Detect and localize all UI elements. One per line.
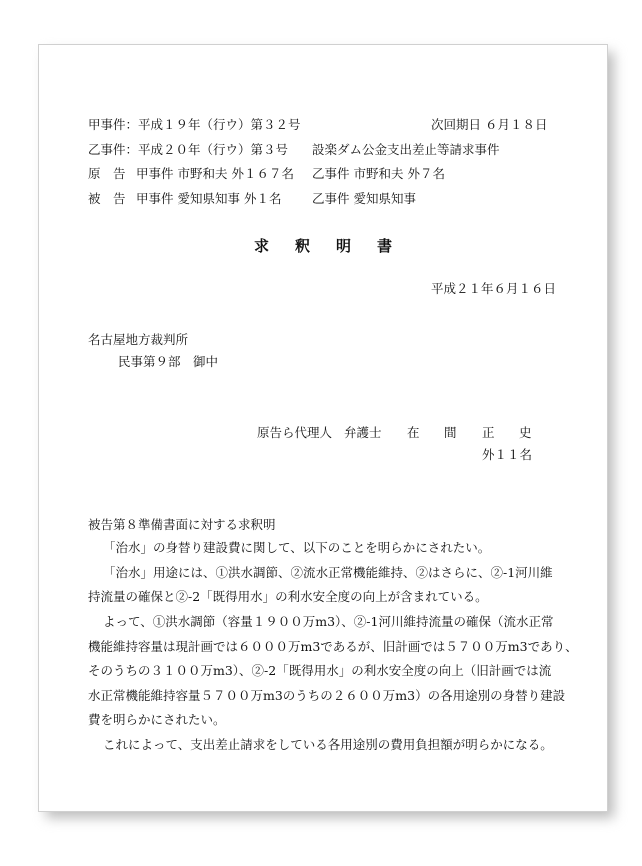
court-division: 民事第９部 御中 — [118, 354, 219, 369]
agent-name-char-4: 史 — [519, 425, 532, 440]
body-line-3: 持流量の確保と②-2「既得用水」の利水安全度の向上が含まれている。 — [88, 589, 488, 604]
case-name: 設楽ダム公金支出差止等請求事件 — [312, 142, 500, 157]
document-title: 求釈明書 — [253, 237, 418, 255]
next-hearing-date: 次回期日 ６月１８日 — [431, 117, 548, 132]
defendant-case-b: 乙事件 愛知県知事 — [312, 191, 416, 206]
section-heading: 被告第８準備書面に対する求釈明 — [88, 517, 276, 532]
body-line-9: これによって、支出差止請求をしている各用途別の費用負担額が明らかになる。 — [103, 737, 553, 752]
defendant-label: 被 告 — [88, 191, 126, 206]
body-line-5: 機能維持容量は現計画では６０００万m3であるが、旧計画では５７００万m3であり、 — [88, 639, 578, 654]
body-line-6: そのうちの３１００万m3）、②-2「既得用水」の利水安全度の向上（旧計画では流 — [88, 663, 552, 678]
court-name: 名古屋地方裁判所 — [88, 332, 189, 347]
body-line-2: 「治水」用途には、①洪水調節、②流水正常機能維持、②はさらに、②-1河川維 — [103, 565, 553, 580]
case-number-a: 甲事件：平成１９年（行ウ）第３２号 — [88, 117, 301, 132]
plaintiff-label: 原 告 — [88, 166, 126, 181]
agent-title: 弁護士 — [344, 425, 382, 440]
agent-name-char-2: 間 — [444, 425, 457, 440]
defendant-case-a: 甲事件 愛知県知事 外１名 — [136, 191, 282, 206]
body-line-4: よって、①洪水調節（容量１９００万m3）、②-1河川維持流量の確保（流水正常 — [103, 614, 554, 629]
agent-others: 外１１名 — [482, 447, 533, 462]
agent-role: 原告ら代理人 — [257, 425, 333, 440]
document-page — [38, 44, 608, 812]
body-line-1: 「治水」の身替り建設費に関して、以下のことを明らかにされたい。 — [103, 540, 491, 555]
document-date: 平成２１年６月１６日 — [431, 281, 557, 296]
case-number-b: 乙事件：平成２０年（行ウ）第３号 — [88, 142, 289, 157]
agent-name-char-3: 正 — [482, 425, 495, 440]
plaintiff-case-b: 乙事件 市野和夫 外７名 — [312, 166, 445, 181]
body-line-7: 水正常機能維持容量５７００万m3のうちの２６００万m3）の各用途別の身替り建設 — [88, 688, 566, 703]
body-line-8: 費を明らかにされたい。 — [88, 712, 226, 727]
plaintiff-case-a: 甲事件 市野和夫 外１６７名 — [136, 166, 294, 181]
agent-name-char-1: 在 — [407, 425, 420, 440]
